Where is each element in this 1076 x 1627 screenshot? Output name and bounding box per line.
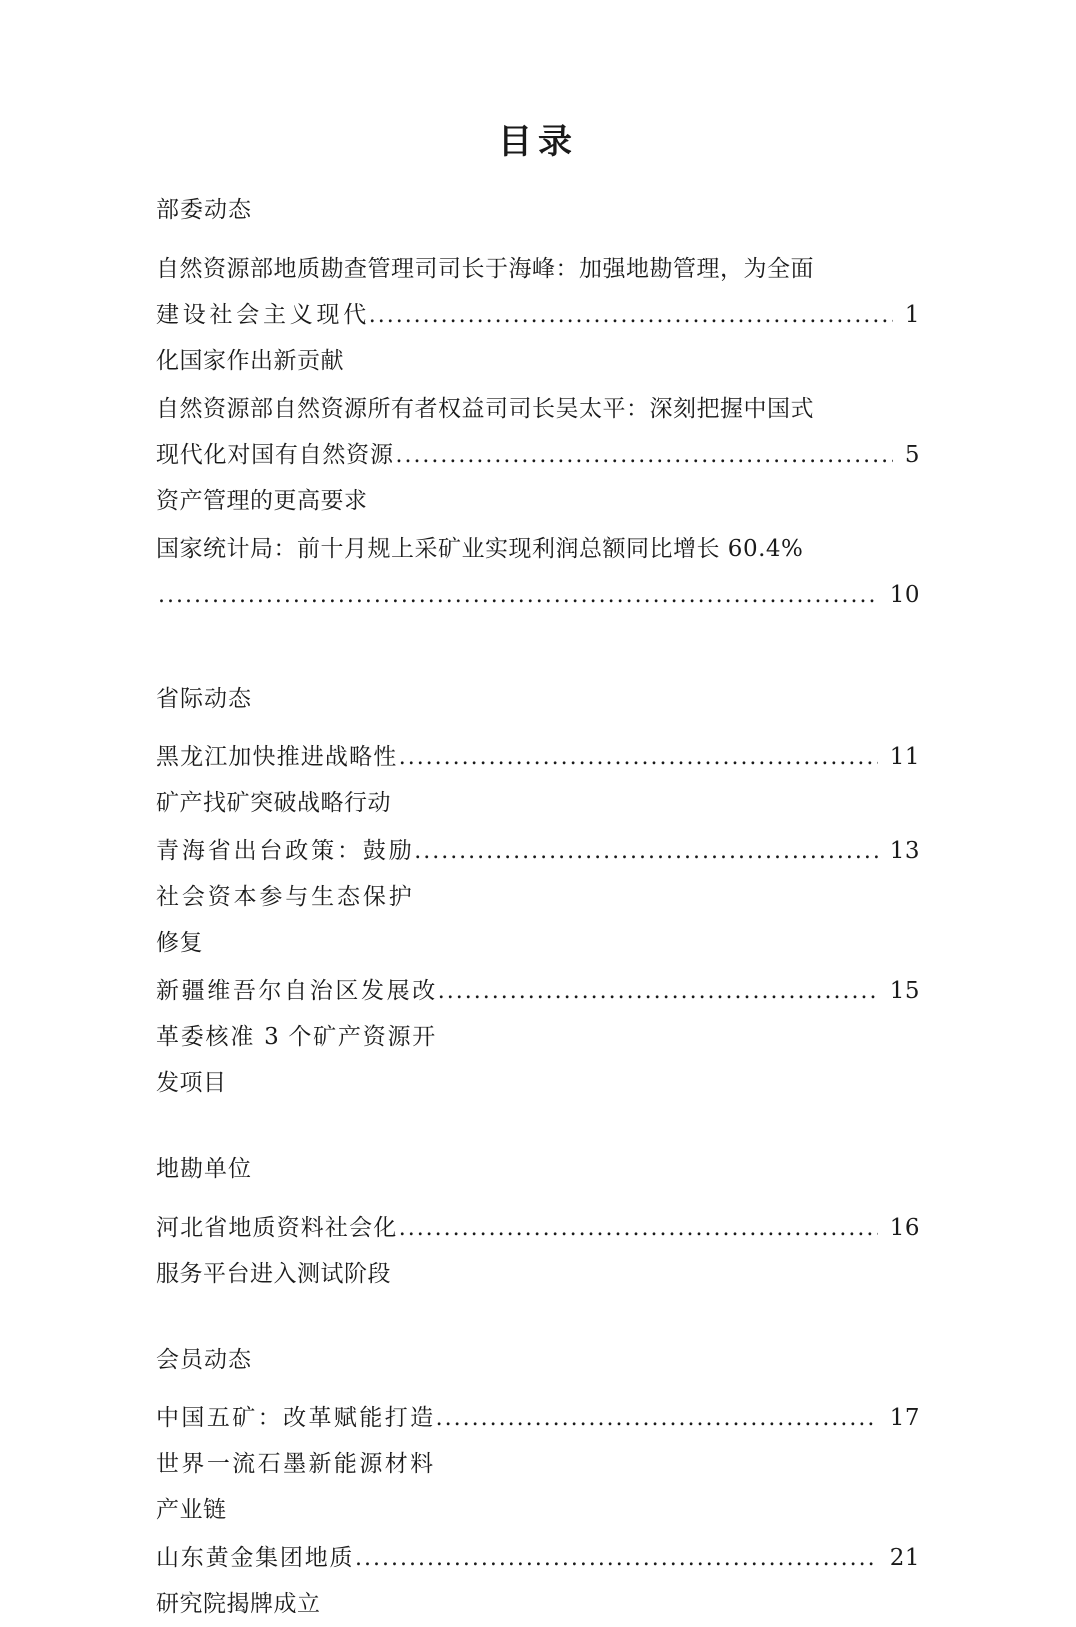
toc-page-number: 10: [880, 572, 920, 618]
toc-entry[interactable]: [156, 386, 920, 524]
toc-entry[interactable]: [156, 246, 920, 384]
toc-page-number: 13: [880, 828, 920, 874]
toc-entry-text-line1: 山东黄金集团地质研究院揭牌成立: [156, 1535, 353, 1627]
toc-entry-text-line1: 河北省地质资料社会化服务平台进入测试阶段: [156, 1205, 397, 1297]
toc-entry-text-line1: 黑龙江加快推进战略性矿产找矿突破战略行动: [156, 734, 397, 826]
dot-leader: [158, 574, 878, 618]
toc-section-dikan: [156, 1152, 920, 1297]
toc-entry[interactable]: [156, 1535, 920, 1627]
section-heading: 会员动态: [156, 1343, 920, 1378]
toc-page-number: 11: [880, 734, 920, 780]
toc-page-number: 17: [880, 1395, 920, 1441]
dot-leader: [399, 1207, 878, 1251]
dot-leader: [395, 434, 892, 478]
section-heading: 部委动态: [156, 193, 920, 228]
toc-entry[interactable]: [156, 968, 920, 1106]
dot-leader: [399, 736, 878, 780]
toc-entry-text-line1: 自然资源部地质勘查管理司司长于海峰：加强地勘管理，为全面: [156, 246, 920, 292]
toc-entry-text-line1: 自然资源部自然资源所有者权益司司长吴太平：深刻把握中国式: [156, 386, 920, 432]
toc-entry-text-line1: 国家统计局：前十月规上采矿业实现利润总额同比增长 60.4%: [156, 526, 920, 572]
toc-section-huiyuan: [156, 1343, 920, 1627]
section-heading: 省际动态: [156, 682, 920, 717]
section-heading: 地勘单位: [156, 1152, 920, 1187]
toc-page-number: 1: [895, 292, 920, 338]
toc-entry-text-line1: 新疆维吾尔自治区发展改革委核准 3 个矿产资源开发项目: [156, 968, 436, 1106]
toc-page-number: 15: [880, 968, 920, 1014]
toc-page-number: 5: [895, 432, 920, 478]
toc-entry-text-line2: 建设社会主义现代化国家作出新贡献: [156, 292, 367, 384]
dot-leader: [414, 830, 878, 874]
dot-leader: [355, 1537, 878, 1581]
toc-page-number: 16: [880, 1205, 920, 1251]
toc-entry[interactable]: [156, 1395, 920, 1533]
toc-entry-text-line1: 中国五矿：改革赋能打造世界一流石墨新能源材料产业链: [156, 1395, 434, 1533]
toc-section-buwei: [156, 193, 920, 618]
page-title: 目录: [156, 114, 920, 163]
dot-leader: [369, 294, 893, 338]
toc-entry[interactable]: [156, 526, 920, 618]
toc-entry-text-line1: 青海省出台政策：鼓励社会资本参与生态保护修复: [156, 828, 412, 966]
dot-leader: [438, 970, 878, 1014]
toc-section-shengji: [156, 682, 920, 1107]
toc-entry[interactable]: [156, 1205, 920, 1297]
toc-entry-text-line2: 现代化对国有自然资源资产管理的更高要求: [156, 432, 393, 524]
toc-page-number: 21: [880, 1535, 920, 1581]
toc-entry[interactable]: [156, 828, 920, 966]
toc-entry[interactable]: [156, 734, 920, 826]
